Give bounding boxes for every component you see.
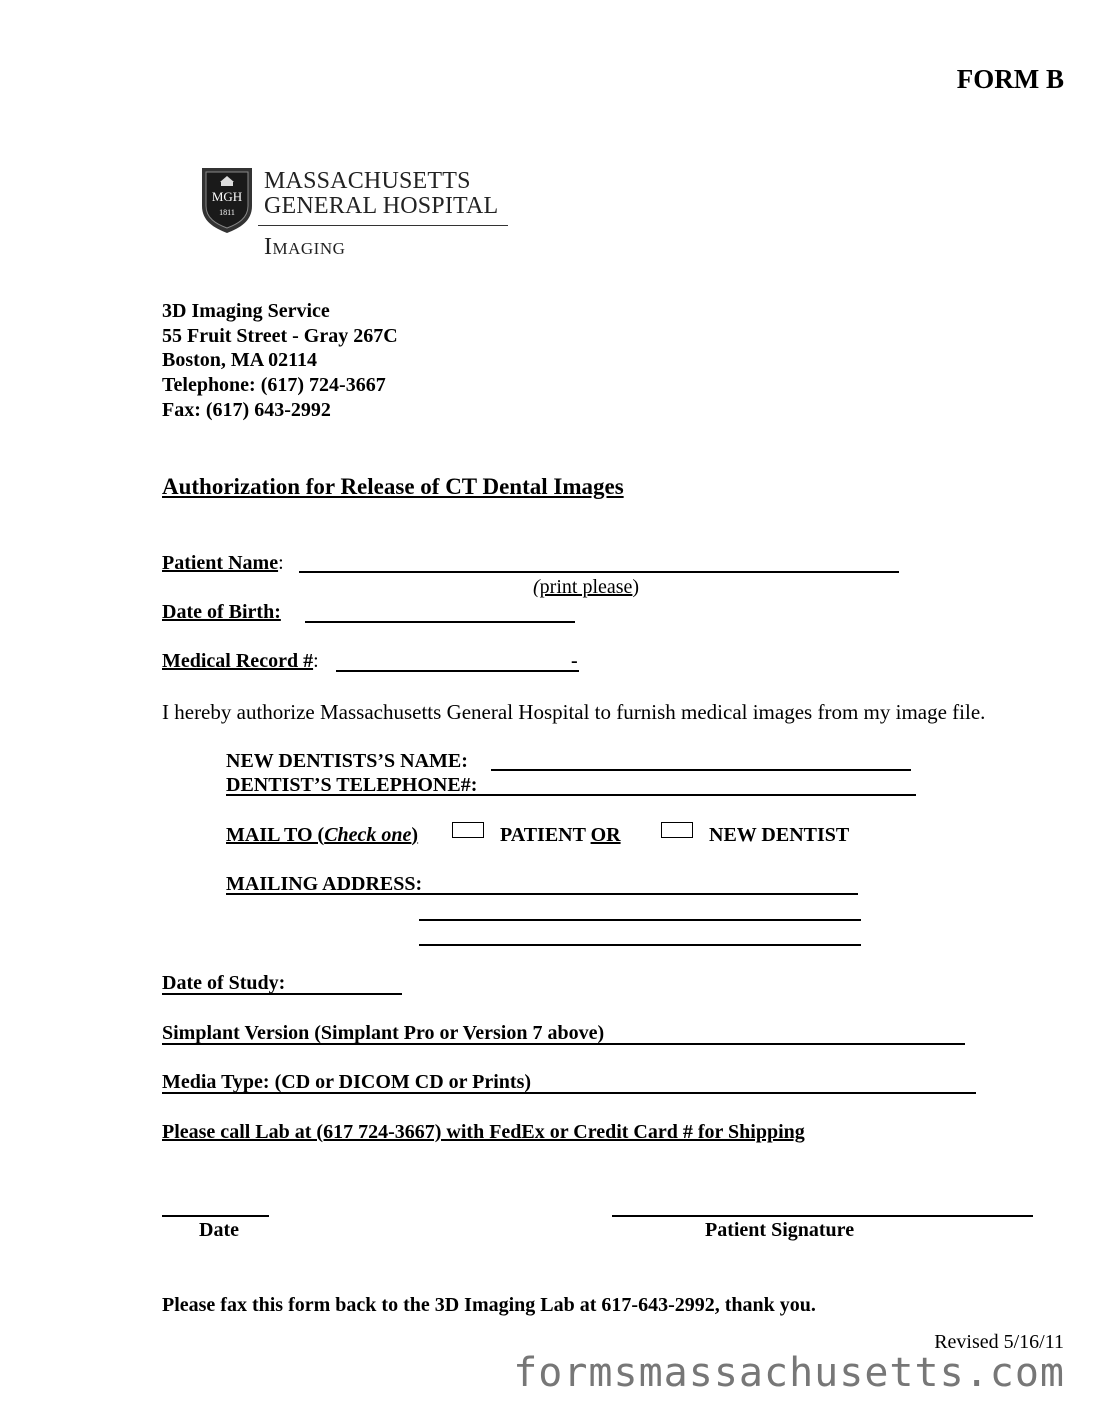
- dentist-name-label: NEW DENTISTS’S NAME:: [226, 750, 468, 772]
- mgh-imaging-logo: [200, 166, 510, 266]
- hospital-name-line2: GENERAL HOSPITAL: [264, 193, 499, 219]
- dentist-phone-label: DENTIST’S TELEPHONE#:: [226, 774, 478, 796]
- patient-name-label-group: [162, 552, 284, 575]
- fax-back-instruction: Please fax this form back to the 3D Imaging Lab at 617-643-2992, thank you.: [162, 1294, 816, 1316]
- address-street: 55 Fruit Street - Gray 267C: [162, 325, 398, 347]
- simplant-version-label: Simplant Version (Simplant Pro or Version 7 above): [162, 1022, 605, 1044]
- dentist-phone-field[interactable]: [226, 794, 916, 796]
- patient-name-field[interactable]: [299, 571, 899, 573]
- media-type-field[interactable]: [162, 1092, 976, 1094]
- print-please-note: (print please): [533, 576, 640, 598]
- mailing-address-line3[interactable]: [419, 944, 861, 946]
- simplant-version-field[interactable]: [162, 1043, 965, 1045]
- mail-to-label: MAIL TO (Check one): [226, 824, 419, 846]
- address-telephone: Telephone: (617) 724-3667: [162, 374, 386, 396]
- logo-divider: [258, 225, 508, 226]
- address-city: Boston, MA 02114: [162, 349, 318, 371]
- mail-to-dentist-checkbox[interactable]: [661, 822, 693, 838]
- dob-field[interactable]: [305, 621, 575, 623]
- mrn-label-group: [162, 650, 319, 673]
- option-new-dentist: NEW DENTIST: [709, 824, 850, 846]
- revised-date: Revised 5/16/11: [934, 1331, 1064, 1353]
- patient-name-colon: :: [278, 552, 284, 574]
- mailing-address-line1[interactable]: [226, 893, 858, 895]
- date-signature-line[interactable]: [162, 1215, 269, 1217]
- mail-to-patient-checkbox[interactable]: [452, 822, 484, 838]
- date-of-study-label: Date of Study:: [162, 972, 286, 994]
- patient-signature-line[interactable]: [612, 1215, 1033, 1217]
- mrn-dash: -: [571, 650, 578, 672]
- mailing-address-label: MAILING ADDRESS:: [226, 873, 423, 895]
- patient-name-label: Patient Name: [162, 552, 279, 574]
- form-code: FORM B: [956, 64, 1064, 94]
- department-name: Imaging: [264, 234, 346, 260]
- media-type-label: Media Type: (CD or DICOM CD or Prints): [162, 1071, 532, 1093]
- mgh-shield-icon: [200, 166, 254, 234]
- address-fax: Fax: (617) 643-2992: [162, 399, 331, 421]
- patient-signature-label: Patient Signature: [705, 1219, 855, 1241]
- shield-year: 1811: [219, 208, 235, 217]
- shield-text: MGH: [211, 189, 243, 204]
- form-title: Authorization for Release of CT Dental Images: [162, 474, 624, 499]
- site-watermark: formsmassachusetts.com: [513, 1350, 1065, 1396]
- authorization-statement: I hereby authorize Massachusetts General Hospital to furnish medical images from my image file.: [162, 700, 986, 724]
- hospital-name-line1: MASSACHUSETTS: [264, 168, 471, 194]
- date-of-study-field[interactable]: [162, 993, 402, 995]
- mrn-label: Medical Record #: [162, 650, 314, 672]
- call-lab-instruction: Please call Lab at (617 724-3667) with FedEx or Credit Card # for Shipping: [162, 1121, 805, 1143]
- dentist-name-field[interactable]: [491, 769, 911, 771]
- option-patient: PATIENT OR: [500, 824, 621, 846]
- dob-label: Date of Birth:: [162, 601, 281, 623]
- mrn-colon: :: [313, 650, 319, 672]
- mrn-field[interactable]: [336, 670, 579, 672]
- mailing-address-line2[interactable]: [419, 919, 861, 921]
- date-label: Date: [199, 1219, 239, 1241]
- address-service: 3D Imaging Service: [162, 300, 330, 322]
